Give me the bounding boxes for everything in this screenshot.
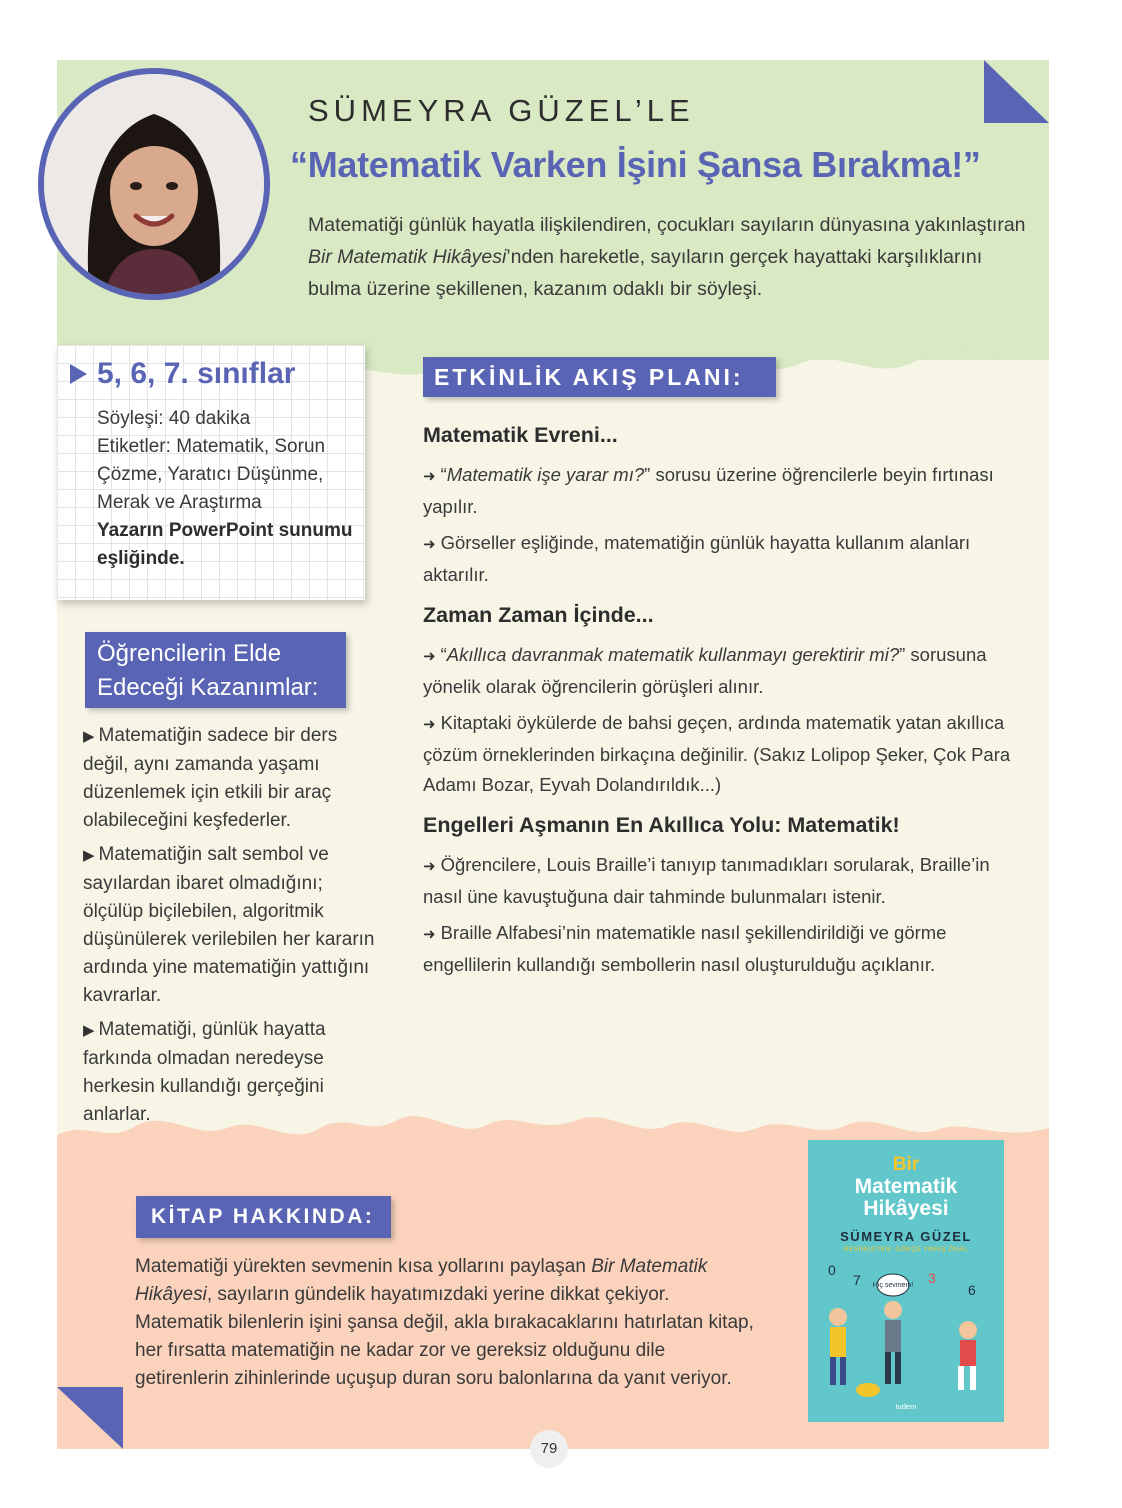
plan-item: ➜ Kitaptaki öykülerde de bahsi geçen, ardında matematik yatan akıllıca çözüm örneklerinden birkaçına değinilir. (Sakız Lolipop Şeker, Çok Para Adamı Bozar, Eyvah Dolandırıldık...) — [423, 712, 1011, 795]
grades-text: 5, 6, 7. sınıflar — [97, 357, 296, 390]
corner-fold-top-right — [984, 60, 1049, 125]
triangle-bullet-icon — [70, 364, 87, 384]
duration-text: Söyleşi: 40 dakika — [97, 408, 251, 429]
plan-subtitle-1: Matematik Evreni... — [423, 423, 618, 447]
cover-illustration — [808, 1255, 1004, 1405]
play-bullet-icon: ▶ — [83, 728, 95, 745]
play-bullet-icon: ▶ — [83, 847, 95, 864]
intro-text-2: ’nden hareketle, sayıların gerçek hayattaki karşılıklarını bulma üzerine şekillenen, kazanım odaklı bir söyleşi. — [308, 246, 983, 300]
play-bullet-icon: ▶ — [83, 1022, 95, 1039]
plan-item: ➜ Braille Alfabesi’nin matematikle nasıl şekillendirildiği ve görme engellilerin kullandığı sembollerin nasıl oluşturulduğu açıklanır. — [423, 922, 947, 975]
cover-author: SÜMEYRA GÜZEL — [840, 1229, 972, 1244]
plan-item: ➜ “Akıllıca davranmak matematik kullanmayı gerektirir mi?” sorusuna yönelik olarak öğrencilerin görüşleri alınır. — [423, 644, 987, 697]
plan-block-2 — [423, 600, 1023, 800]
book-heading: KİTAP HAKKINDA: — [136, 1196, 391, 1238]
author-kicker: SÜMEYRA GÜZEL’LE — [308, 93, 695, 128]
plan-subtitle-2: Zaman Zaman İçinde... — [423, 603, 654, 627]
plan-block-1 — [423, 420, 1023, 590]
tags-text: Etiketler: Matematik, Sorun Çözme, Yaratıcı Düşünme, Merak ve Araştırma — [97, 436, 326, 513]
book-description: Matematiği yürekten sevmenin kısa yollarını paylaşan Bir Matematik Hikâyesi, sayıların gündelik hayatımızdaki yerine dikkat çekiyor. Matematik bilenlerin işini şansa değil, akla bırakacaklarını hatırlatan kitap, her fırsatta matematiğin ne kadar zor ve gereksiz olduğunu dile getirenlerin zihinlerinde uçuşup duran soru balonlarına da yanıt veriyor. — [135, 1256, 754, 1389]
book-cover — [808, 1140, 1004, 1422]
corner-fold-bottom-left — [57, 1387, 123, 1449]
grades-label — [70, 357, 295, 391]
gains-heading: Öğrencilerin Elde Edeceği Kazanımlar: — [85, 632, 346, 708]
arrow-icon: ➜ — [423, 926, 436, 943]
arrow-icon: ➜ — [423, 536, 436, 553]
svg-text:6: 6 — [968, 1282, 976, 1298]
arrow-icon: ➜ — [423, 648, 436, 665]
list-item: ▶ Matematiği, günlük hayatta farkında olmadan neredeyse herkesin kullandığı gerçeğini anlarlar. — [83, 1019, 326, 1125]
plan-item: ➜ Öğrencilere, Louis Braille’i tanıyıp tanımadıkları sorularak, Braille’in nasıl üne kavuştuğuna dair tahminde bulunmaları istenir. — [423, 854, 990, 907]
list-item: ▶ Matematiğin salt sembol ve sayılardan ibaret olmadığını; ölçülüp biçilebilen, algoritmik düşünülerek verilebilen her kararın ardında yine matematiğin yattığını kavrarlar. — [83, 844, 375, 1006]
page-number: 79 — [530, 1430, 568, 1468]
arrow-icon: ➜ — [423, 468, 436, 485]
intro-text-1: Matematiği günlük hayatla ilişkilendiren, çocukları sayıların dünyasına yakınlaştıran — [308, 214, 1026, 236]
svg-text:7: 7 — [853, 1272, 861, 1288]
plan-section — [423, 420, 1023, 990]
intro-paragraph — [308, 209, 1028, 305]
list-item: ▶ Matematiğin sadece bir ders değil, aynı zamanda yaşamı düzenlemek için etkili bir araç olabileceğini keşfederler. — [83, 725, 338, 831]
book-title-italic: Bir Matematik Hikâyesi — [135, 1256, 708, 1305]
arrow-icon: ➜ — [423, 858, 436, 875]
cover-bubble-text: Hiç sevmem! — [872, 1282, 914, 1289]
cover-publisher: tudem — [895, 1402, 917, 1411]
plan-item: ➜ “Matematik işe yarar mı?” sorusu üzerine öğrencilerle beyin fırtınası yapılır. — [423, 464, 994, 517]
gains-list — [83, 722, 383, 1135]
svg-text:3: 3 — [928, 1270, 936, 1286]
plan-heading: ETKİNLİK AKIŞ PLANI: — [423, 357, 776, 397]
cover-illustrator: RESİMLEYEN: GÖKÇE YAVAŞ ÖNAL — [843, 1246, 969, 1253]
plan-block-3 — [423, 810, 1023, 980]
intro-book-title: Bir Matematik Hikâyesi — [308, 246, 507, 268]
svg-text:0: 0 — [828, 1262, 836, 1278]
plan-subtitle-3: Engelleri Aşmanın En Akıllıca Yolu: Matematik! — [423, 813, 900, 837]
author-photo — [38, 68, 270, 300]
presentation-text: Yazarın PowerPoint sunumu eşliğinde. — [97, 520, 353, 569]
plan-item: ➜ Görseller eşliğinde, matematiğin günlük hayatta kullanım alanları aktarılır. — [423, 532, 971, 585]
info-card-text — [97, 405, 359, 573]
page-title: “Matematik Varken İşini Şansa Bırakma!” — [290, 144, 981, 185]
cover-title: Bir Matematik Hikâyesi — [854, 1154, 958, 1220]
arrow-icon: ➜ — [423, 716, 436, 733]
